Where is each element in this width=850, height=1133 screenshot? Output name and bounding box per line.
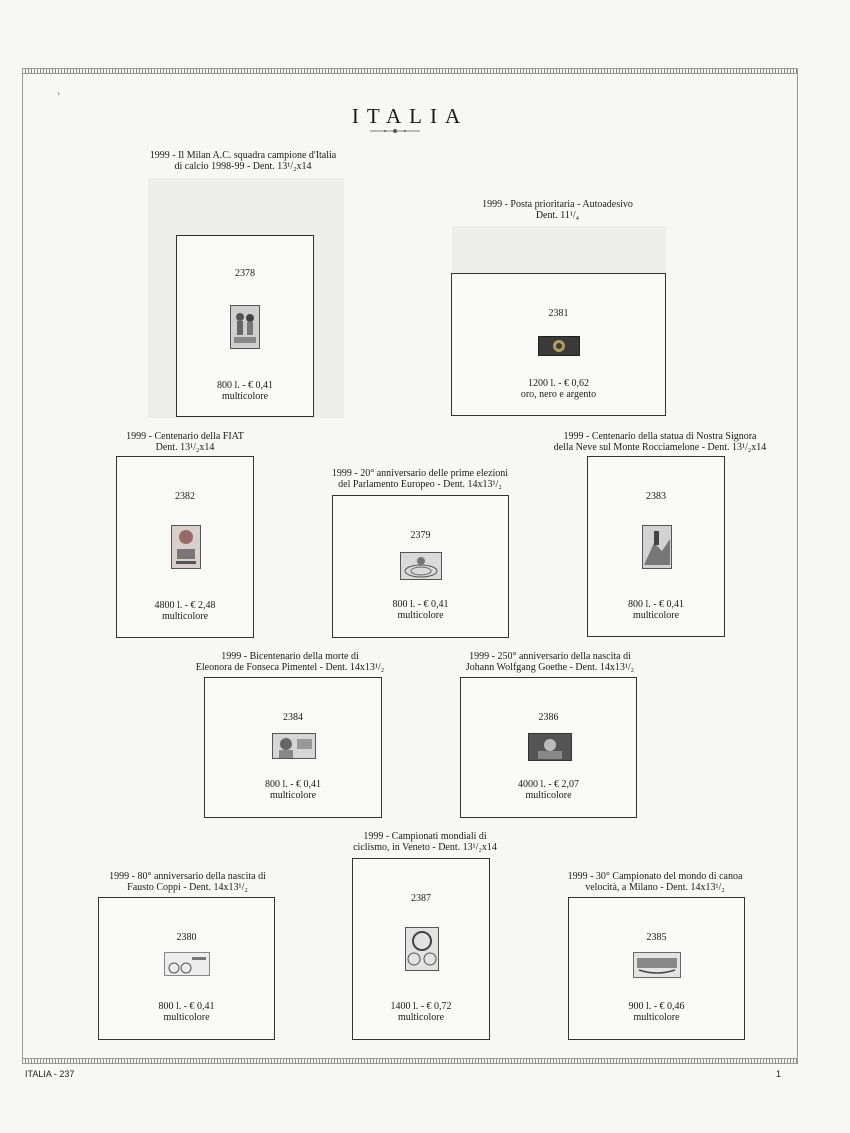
stamp-number: 2379	[410, 530, 431, 541]
stamp-value: 4000 l. - € 2,07	[517, 779, 580, 790]
caption-2378: 1999 - Il Milan A.C. squadra campione d'Italia di calcio 1998-99 - Dent. 13¹/₂x14	[149, 150, 337, 172]
left-border	[22, 68, 23, 1063]
stamp-number: 2380	[176, 932, 197, 943]
stamp-box-2381	[451, 273, 666, 416]
portrait-stamp-icon	[272, 733, 316, 759]
stamp-color: multicolore	[221, 391, 269, 402]
stamp-color: multicolore	[161, 611, 209, 622]
canoe-stamp-icon	[633, 952, 681, 978]
cycling-stamp-icon	[405, 927, 439, 971]
caption-2385: 1999 - 30° Campionato del mondo di canoa velocità, a Milano - Dent. 14x13¹/₂	[567, 871, 743, 893]
caption-2386: 1999 - 250° anniversario della nascita di Johann Wolfgang Goethe - Dent. 14x13¹/₂	[465, 651, 635, 673]
stamp-box-2386	[460, 677, 637, 818]
top-border	[22, 68, 798, 74]
stamp-box-2382	[116, 456, 254, 638]
stamp-color: multicolore	[525, 790, 572, 801]
footer-right: 1	[776, 1069, 782, 1079]
page-mark: ›	[57, 88, 60, 98]
stamp-value: 900 l. - € 0,46	[628, 1001, 685, 1012]
caption-2387: 1999 - Campionati mondiali di ciclismo, in Veneto - Dent. 13¹/₂x14	[353, 831, 497, 853]
stamp-box-2380	[98, 897, 275, 1040]
stamp-box-2384	[204, 677, 382, 818]
stamp-color: multicolore	[397, 610, 444, 621]
stamp-box-2385	[568, 897, 745, 1040]
football-players-stamp-icon	[230, 305, 260, 349]
stamp-number: 2378	[235, 268, 255, 279]
priority-mail-stamp-icon	[538, 336, 580, 356]
stamp-color: multicolore	[633, 1012, 680, 1023]
caption-2380: 1999 - 80° anniversario della nascita di Fausto Coppi - Dent. 14x13¹/₂	[109, 871, 266, 893]
stamp-value: 4800 l. - € 2,48	[154, 600, 216, 611]
caption-2383: 1999 - Centenario della statua di Nostra Signora della Neve sul Monte Rocciamelone - Dent. 13¹/₂x14	[553, 431, 767, 453]
mount-strip-2381	[452, 226, 666, 274]
caption-2384: 1999 - Bicentenario della morte di Eleonora de Fonseca Pimentel - Dent. 14x13¹/₂	[195, 651, 385, 673]
page-title: ITALIA	[351, 104, 469, 128]
stamp-box-2379	[332, 495, 509, 638]
stamp-color: multicolore	[397, 1012, 445, 1023]
stamp-number: 2386	[538, 712, 559, 723]
footer-left: ITALIA - 237	[25, 1069, 75, 1079]
stamp-value: 800 l. - € 0,41	[216, 380, 274, 391]
stamp-box-2387	[352, 858, 490, 1040]
fausto-coppi-stamp-icon	[164, 952, 210, 976]
stamp-value: 800 l. - € 0,41	[627, 599, 685, 610]
stamp-number: 2387	[411, 893, 431, 904]
right-border	[797, 68, 798, 1063]
stamp-number: 2381	[548, 308, 569, 319]
stamp-value: 1400 l. - € 0,72	[390, 1001, 452, 1012]
stamp-box-2383	[587, 456, 725, 637]
caption-2379: 1999 - 20° anniversario delle prime elezioni del Parlamento Europeo - Dent. 14x13¹/₂	[331, 468, 509, 490]
stamp-box-2378	[176, 235, 314, 417]
stamp-value: 1200 l. - € 0,62	[527, 378, 590, 389]
madonna-statue-stamp-icon	[642, 525, 672, 569]
fiat-centenary-stamp-icon	[171, 525, 201, 569]
stamp-value: 800 l. - € 0,41	[264, 779, 322, 790]
european-parliament-stamp-icon	[400, 552, 442, 580]
stamp-value: 800 l. - € 0,41	[392, 599, 449, 610]
stamp-number: 2383	[646, 491, 666, 502]
stamp-number: 2385	[646, 932, 667, 943]
goethe-stamp-icon	[528, 733, 572, 761]
stamp-value: 800 l. - € 0,41	[158, 1001, 215, 1012]
stamp-color: multicolore	[269, 790, 317, 801]
bottom-border	[22, 1058, 798, 1064]
caption-2382: 1999 - Centenario della FIAT Dent. 13¹/₂x14	[126, 431, 244, 453]
caption-2381: 1999 - Posta prioritaria - Autoadesivo Dent. 11¹/₄	[482, 199, 633, 221]
stamp-color: oro, nero e argento	[520, 389, 597, 400]
stamp-color: multicolore	[632, 610, 680, 621]
stamp-number: 2384	[283, 712, 303, 723]
stamp-color: multicolore	[163, 1012, 210, 1023]
title-ornament-icon	[370, 128, 420, 134]
stamp-number: 2382	[175, 491, 195, 502]
